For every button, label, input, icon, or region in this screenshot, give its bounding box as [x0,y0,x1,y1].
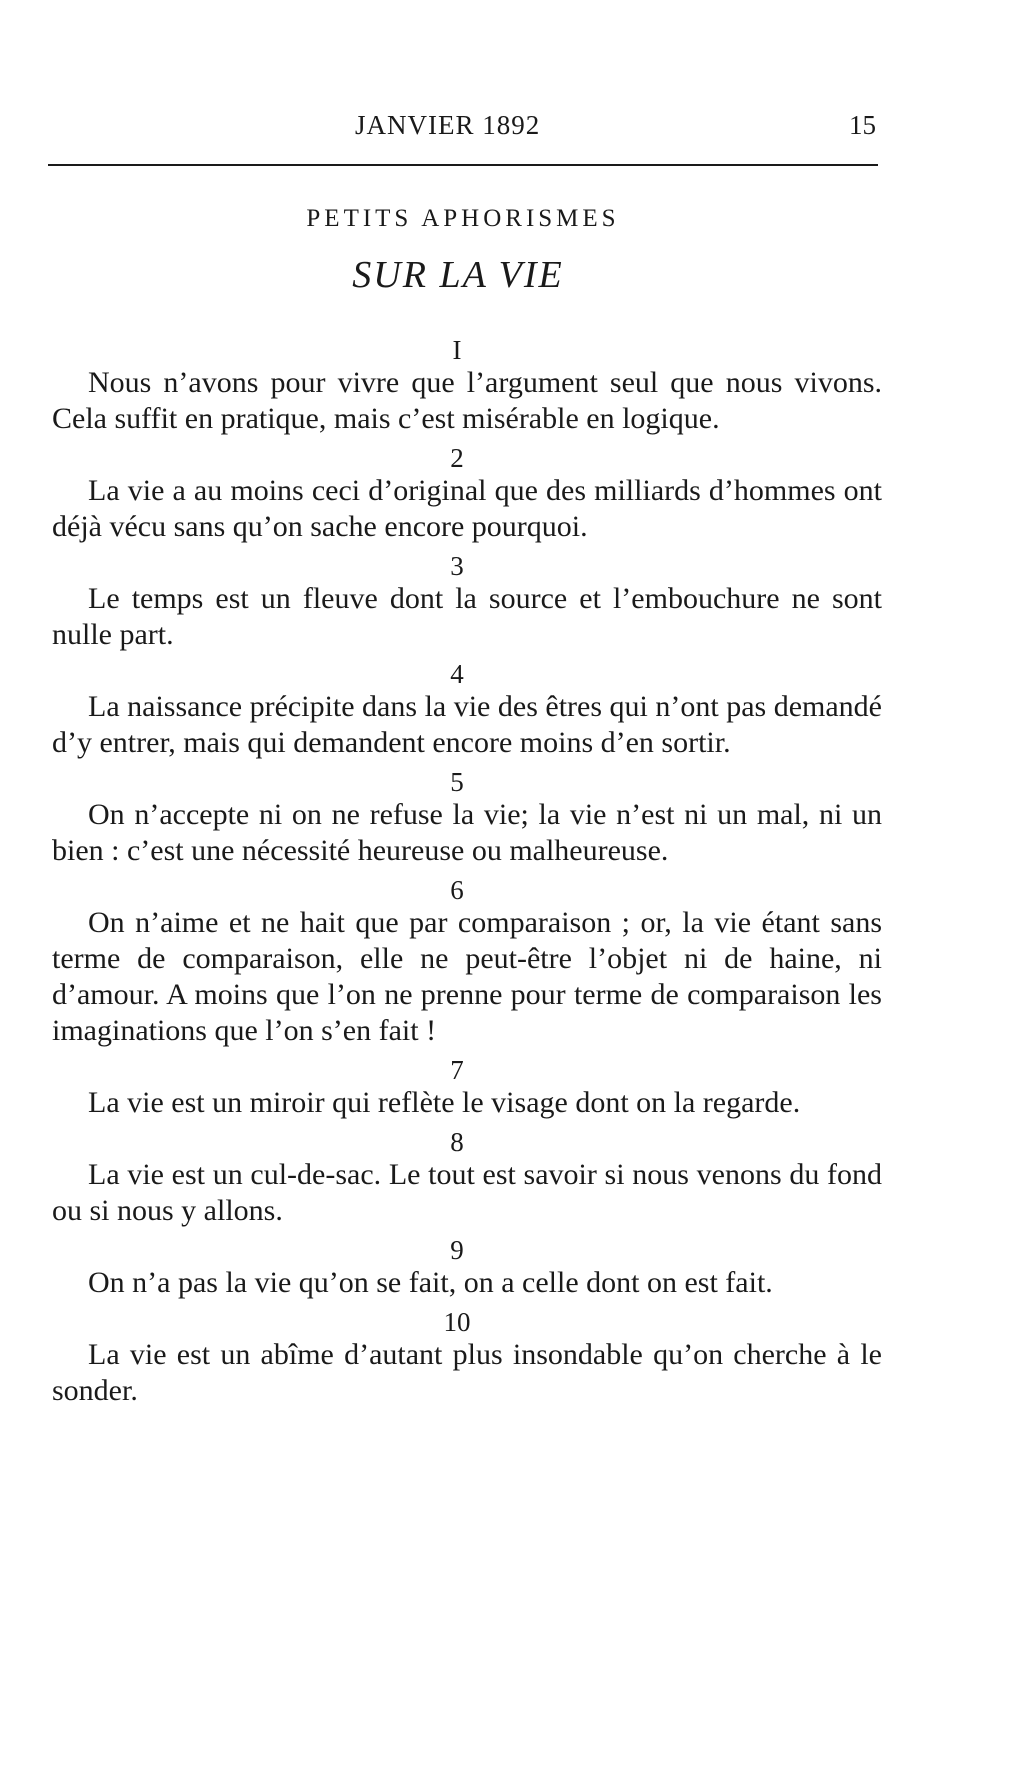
aphorism-number: 4 [450,659,464,689]
aphorism-3 [52,551,882,653]
aphorism-8 [52,1127,882,1229]
aphorism-number: 6 [450,875,464,905]
aphorism-text: La vie a au moins ceci d’original que des milliards d’hommes ont déjà vécu sans qu’on sache encore pourquoi. [52,474,882,543]
aphorism-text: Le temps est un fleuve dont la source et l’embouchure ne sont nulle part. [52,582,882,651]
aphorism-text: On n’aime et ne hait que par comparaison ; or, la vie étant sans terme de comparaison, elle ne peut-être l’objet ni de haine, ni d’amour. A moins que l’on ne prenne pour terme de comparaison les imaginations que l’on s’en fait ! [52,906,882,1047]
aphorism-7 [52,1055,882,1121]
aphorism-text: Nous n’avons pour vivre que l’argument seul que nous vivons. Cela suffit en pratique, mais c’est misérable en logique. [52,366,882,435]
aphorism-2 [52,443,882,545]
header-rule [48,164,878,166]
aphorism-text: On n’a pas la vie qu’on se fait, on a celle dont on est fait. [88,1266,773,1299]
page-number: 15 [849,110,876,140]
aphorism-number: I [452,335,462,365]
aphorism-list [52,335,882,1415]
aphorism-text: La vie est un cul-de-sac. Le tout est savoir si nous venons du fond ou si nous y allons. [52,1158,882,1227]
aphorism-number: 2 [450,443,464,473]
aphorism-9 [52,1235,882,1301]
aphorism-number: 7 [450,1055,464,1085]
aphorism-text: La naissance précipite dans la vie des êtres qui n’ont pas demandé d’y entrer, mais qui demandent encore moins d’en sortir. [52,690,882,759]
running-title: JANVIER 1892 [355,110,541,140]
running-head [50,110,876,150]
aphorism-number: 8 [450,1127,464,1157]
aphorism-6 [52,875,882,1049]
page-title: PETITS APHORISMES [306,205,620,232]
aphorism-text: La vie est un miroir qui reflète le visage dont on la regarde. [88,1086,801,1119]
title-block [0,205,1016,297]
aphorism-10 [52,1307,882,1409]
aphorism-number: 10 [443,1307,471,1337]
aphorism-number: 9 [450,1235,464,1265]
aphorism-number: 3 [450,551,464,581]
aphorism-text: On n’accepte ni on ne refuse la vie; la vie n’est ni un mal, ni un bien : c’est une nécessité heureuse ou malheureuse. [52,798,882,867]
page-subtitle: SUR LA VIE [352,254,564,296]
aphorism-number: 5 [450,767,464,797]
aphorism-4 [52,659,882,761]
aphorism-1 [52,335,882,437]
aphorism-5 [52,767,882,869]
aphorism-text: La vie est un abîme d’autant plus insondable qu’on cherche à le sonder. [52,1338,882,1407]
